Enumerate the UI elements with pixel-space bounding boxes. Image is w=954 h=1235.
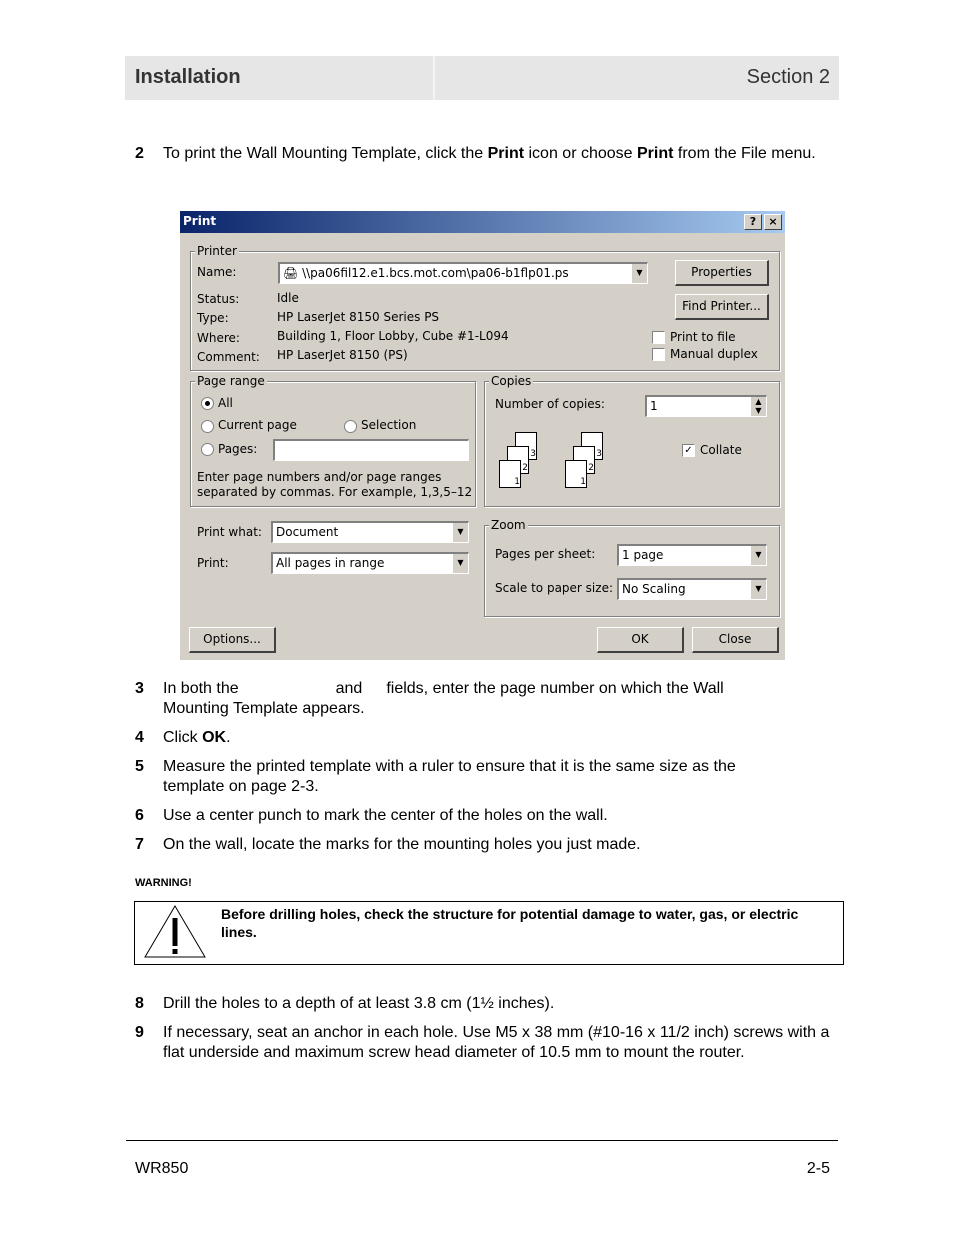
selection-radio[interactable] [344,420,357,433]
ok-button[interactable]: OK [597,627,684,653]
scale-select[interactable] [617,578,767,600]
copies-input[interactable] [645,395,767,417]
dialog-title: Print [183,214,217,228]
printer-name-value: \\pa06fil12.e1.bcs.mot.com\pa06-b1flp01.ps [302,266,569,280]
chevron-down-icon[interactable]: ▼ [452,554,468,573]
step-text: Drill the holes to a depth of at least 3.8 cm (1½ inches). [163,995,555,1012]
page-icon: 3 [515,432,537,460]
page-header [125,56,839,100]
header-divider [433,56,435,100]
print-to-file-checkbox[interactable] [652,331,665,344]
manual-duplex-label: Manual duplex [670,347,758,361]
step-6 [135,806,835,826]
type-label: Type: [197,311,229,325]
pages-per-sheet-select[interactable] [617,544,767,566]
where-value: Building 1, Floor Lobby, Cube #1-L094 [277,329,509,343]
step-text: Measure the printed template with a ruler to ensure that it is the same size as the template on page 2-3. [163,758,736,795]
step-text: On the wall, locate the marks for the mounting holes you just made. [163,836,641,853]
group-label: Printer [197,244,237,258]
printer-icon: 🖨 [283,266,299,280]
print-what-label: Print what: [197,525,262,539]
options-button[interactable]: Options... [189,627,276,653]
step-4 [135,728,835,748]
step-3 [135,679,835,719]
step-number: 4 [135,729,144,746]
print-what-value: Document [276,525,339,539]
group-label: Copies [491,374,532,388]
status-label: Status: [197,292,240,306]
copies-group [484,374,780,507]
selection-label: Selection [361,418,417,432]
print-dialog [180,211,785,660]
step-7 [135,835,835,855]
print-to-file-label: Print to file [670,330,736,344]
pages-radio[interactable] [201,443,214,456]
collate-label: Collate [700,443,742,457]
manual-duplex-checkbox[interactable] [652,348,665,361]
page-icon: 1 [499,460,521,488]
step-number: 5 [135,758,144,775]
printer-name-select[interactable] [278,262,648,284]
page-icon: 2 [573,446,595,474]
chevron-down-icon[interactable]: ▼ [750,546,766,565]
step-number: 7 [135,836,144,853]
pages-hint-line1: Enter page numbers and/or page ranges [197,470,442,484]
group-label: Zoom [491,518,526,532]
page-icon: 3 [581,432,603,460]
step-number: 6 [135,807,144,824]
page-range-group [190,374,476,507]
warning-text: Before drilling holes, check the structure for potential damage to water, gas, or electric lines. [221,906,799,940]
section-label: Section 2 [746,66,830,88]
scale-value: No Scaling [622,582,686,596]
print-what-select[interactable] [271,521,469,543]
type-value: HP LaserJet 8150 Series PS [277,310,440,324]
pages-hint-line2: separated by commas. For example, 1,3,5–12 [197,485,473,499]
pages-per-sheet-value: 1 page [622,548,664,562]
zoom-group [484,518,780,617]
step-number: 2 [135,145,144,162]
print-select[interactable] [271,552,469,574]
pages-per-sheet-label: Pages per sheet: [495,547,596,561]
step-8 [135,994,835,1014]
status-value: Idle [277,291,299,305]
print-label: Print: [197,556,229,570]
current-page-radio[interactable] [201,420,214,433]
find-printer-button[interactable]: Find Printer... [675,294,769,320]
step-number: 3 [135,680,144,697]
collate-checkbox[interactable]: ✓ [682,444,695,457]
help-button[interactable]: ? [744,214,762,230]
step-number: 9 [135,1024,144,1041]
step-text: Click OK. [163,729,231,746]
chevron-down-icon[interactable]: ▼ [631,264,647,283]
step-number: 8 [135,995,144,1012]
pages-label: Pages: [218,442,258,456]
warning-label: WARNING! [135,877,192,889]
printer-group [190,244,780,371]
footer-rule [126,1140,838,1141]
dialog-titlebar [180,211,785,233]
step-2 [135,144,835,164]
all-radio[interactable] [201,397,214,410]
step-text: Use a center punch to mark the center of the holes on the wall. [163,807,608,824]
close-button[interactable]: Close [692,627,779,653]
step-text: To print the Wall Mounting Template, click the Print icon or choose Print from the File menu. [163,145,816,162]
all-label: All [218,396,233,410]
step-9 [135,1023,835,1063]
close-icon[interactable]: × [764,214,782,230]
name-label: Name: [197,265,237,279]
step-5 [135,757,795,797]
spinner-arrows-icon[interactable]: ▲ ▼ [750,397,766,416]
step-text: If necessary, seat an anchor in each hole. Use M5 x 38 mm (#10-16 x 11/2 inch) screws with a flat underside and maximum screw head diameter of 10.5 mm to mount the router. [163,1024,830,1061]
print-value: All pages in range [276,556,385,570]
page-icon: 2 [507,446,529,474]
footer-product: WR850 [135,1160,189,1177]
current-page-label: Current page [218,418,297,432]
step-text: In both the and fields, enter the page number on which the Wall Mounting Template appears. [163,680,724,717]
group-label: Page range [197,374,265,388]
scale-label: Scale to paper size: [495,581,613,595]
chevron-down-icon[interactable]: ▼ [452,523,468,542]
warning-triangle-icon [143,904,207,960]
copies-label: Number of copies: [495,397,605,411]
pages-input[interactable] [273,439,469,461]
footer-page-number: 2-5 [806,1160,830,1177]
comment-value: HP LaserJet 8150 (PS) [277,348,408,362]
comment-label: Comment: [197,350,260,364]
where-label: Where: [197,331,240,345]
chevron-down-icon[interactable]: ▼ [750,580,766,599]
warning-box [134,901,844,965]
page-icon: 1 [565,460,587,488]
properties-button[interactable]: Properties [675,260,769,286]
chapter-title: Installation [135,66,241,88]
copies-value: 1 [650,399,658,413]
